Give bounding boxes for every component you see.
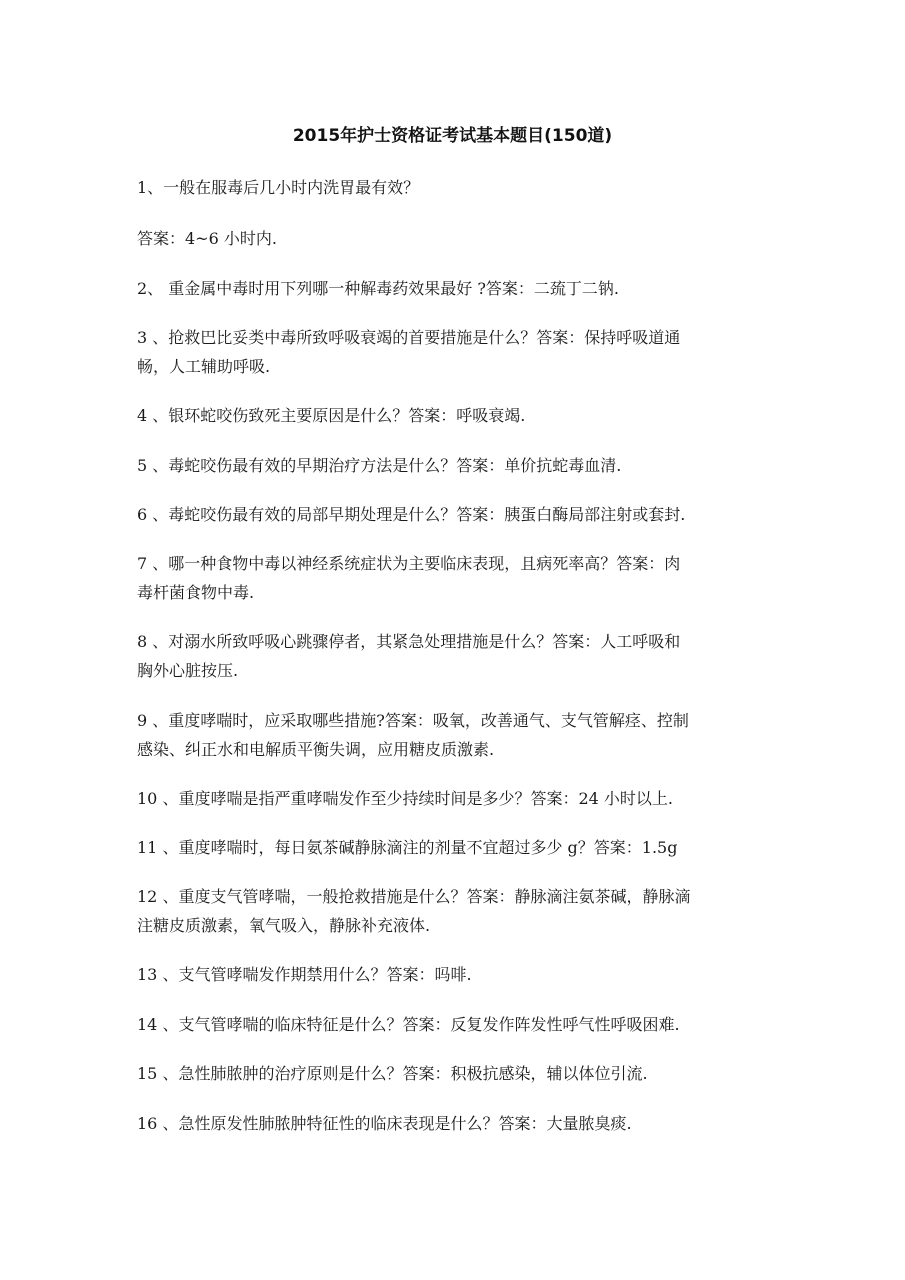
qa-line: 4 、银环蛇咬伤致死主要原因是什么？答案：呼吸衰竭. [137,406,526,425]
qa-item-15 [137,1059,777,1088]
qa-item-12 [137,882,777,940]
qa-item-14 [137,1010,777,1039]
qa-line: 16 、急性原发性肺脓肿特征性的临床表现是什么？答案：大量脓臭痰. [137,1114,632,1133]
qa-line: 11 、重度哮喘时，每日氨茶碱静脉滴注的剂量不宜超过多少 g？答案：1.5g [137,838,678,857]
qa-item-9 [137,706,777,764]
qa-line: 3 、抢救巴比妥类中毒所致呼吸衰竭的首要措施是什么？答案：保持呼吸道通 [137,328,681,347]
qa-item-3 [137,323,777,381]
qa-item-5 [137,451,777,480]
qa-item-11 [137,833,777,862]
qa-line: 感染、纠正水和电解质平衡失调，应用糖皮质激素. [137,740,495,759]
qa-line: 5 、毒蛇咬伤最有效的早期治疗方法是什么？答案：单价抗蛇毒血清. [137,456,622,475]
document-title: 2015年护士资格证考试基本题目(150道) [292,126,613,146]
qa-line: 15 、急性肺脓肿的治疗原则是什么？答案：积极抗感染，辅以体位引流. [137,1064,648,1083]
qa-line: 14 、支气管哮喘的临床特征是什么？答案：反复发作阵发性呼气性呼吸困难. [137,1015,680,1034]
qa-item-2 [137,274,777,303]
qa-line: 12 、重度支气管哮喘，一般抢救措施是什么？答案：静脉滴注氨茶碱，静脉滴 [137,887,691,906]
qa-line: 10 、重度哮喘是指严重哮喘发作至少持续时间是多少？答案：24 小时以上. [137,789,673,808]
qa-item-6 [137,500,777,529]
qa-line: 毒杆菌食物中毒. [137,583,255,602]
qa-item-4 [137,401,777,430]
qa-answer-1 [137,224,777,253]
qa-item-10 [137,784,777,813]
qa-item-8 [137,627,777,685]
qa-line: 胸外心脏按压. [137,661,239,680]
qa-item-13 [137,960,777,989]
qa-item-1 [137,173,777,202]
qa-line: 6 、毒蛇咬伤最有效的局部早期处理是什么？答案：胰蛋白酶局部注射或套封. [137,505,686,524]
qa-line: 9 、重度哮喘时，应采取哪些措施?答案：吸氧，改善通气、支气管解痉、控制 [137,711,689,730]
qa-line: 注糖皮质激素，氧气吸入，静脉补充液体. [137,916,431,935]
qa-line: 畅，人工辅助呼吸. [137,357,271,376]
qa-line: 8 、对溺水所致呼吸心跳骤停者，其紧急处理措施是什么？答案：人工呼吸和 [137,632,681,651]
qa-line: 7 、哪一种食物中毒以神经系统症状为主要临床表现，且病死率高？答案：肉 [137,554,681,573]
qa-line: 13 、支气管哮喘发作期禁用什么？答案：吗啡. [137,965,472,984]
qa-line: 2、 重金属中毒时用下列哪一种解毒药效果最好 ?答案：二巯丁二钠. [137,279,620,298]
qa-item-16 [137,1109,777,1138]
qa-item-7 [137,549,777,607]
qa-line: 答案：4~6 小时内. [137,229,277,248]
qa-line: 1、一般在服毒后几小时内洗胃最有效？ [137,178,420,197]
